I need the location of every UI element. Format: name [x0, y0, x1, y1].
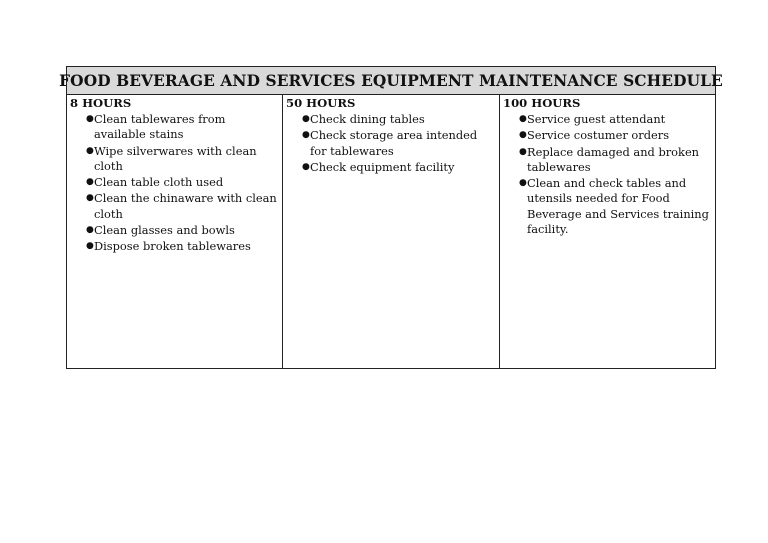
bullet-icon: ●	[86, 145, 94, 156]
task-text: Service costumer orders	[527, 128, 670, 143]
task-text: Clean tablewares from available stains	[94, 112, 226, 142]
task-item	[503, 176, 712, 237]
task-item	[503, 112, 712, 127]
column-heading: 100 HOURS	[503, 96, 581, 110]
task-text: Clean the chinaware with clean cloth	[94, 191, 277, 221]
schedule-title: FOOD BEVERAGE AND SERVICES EQUIPMENT MAINTENANCE SCHEDULE	[67, 67, 715, 95]
task-text: Clean and check tables and utensils needed for Food Beverage and Services training facility.	[527, 176, 709, 237]
task-item	[70, 223, 279, 238]
task-list	[503, 112, 712, 237]
task-item	[70, 175, 279, 190]
column-8-hours	[67, 95, 283, 368]
task-item	[286, 112, 496, 127]
task-item	[503, 145, 712, 176]
bullet-icon: ●	[302, 130, 310, 141]
task-item	[286, 160, 496, 175]
task-list	[70, 112, 279, 255]
bullet-icon: ●	[302, 161, 310, 172]
task-item	[70, 112, 279, 143]
task-text: Clean glasses and bowls	[94, 223, 235, 238]
bullet-icon: ●	[86, 193, 94, 204]
bullet-icon: ●	[519, 146, 527, 157]
task-list	[286, 112, 496, 175]
bullet-icon: ●	[86, 225, 94, 236]
task-text: Wipe silverwares with clean cloth	[94, 143, 257, 173]
task-item	[70, 239, 279, 254]
column-50-hours	[283, 95, 500, 368]
bullet-icon: ●	[519, 114, 527, 124]
bullet-icon: ●	[519, 178, 527, 189]
bullet-icon: ●	[302, 114, 310, 124]
task-text: Check storage area intended for tablewares	[310, 128, 478, 158]
bullet-icon: ●	[86, 177, 94, 188]
task-text: Service guest attendant	[527, 112, 666, 126]
task-text: Clean table cloth used	[94, 175, 224, 190]
bullet-icon: ●	[519, 130, 527, 141]
schedule-columns	[67, 95, 715, 368]
task-item	[503, 128, 712, 143]
task-item	[70, 144, 279, 175]
task-text: Dispose broken tablewares	[94, 239, 251, 254]
task-text: Replace damaged and broken tablewares	[527, 144, 700, 174]
column-heading: 8 HOURS	[70, 96, 132, 110]
bullet-icon: ●	[86, 241, 94, 252]
column-heading: 50 HOURS	[286, 96, 356, 110]
maintenance-schedule-table	[59, 66, 723, 369]
task-item	[70, 191, 279, 222]
task-text: Check dining tables	[310, 112, 425, 126]
task-text: Check equipment facility	[310, 159, 455, 174]
bullet-icon: ●	[86, 114, 94, 124]
column-100-hours	[500, 95, 715, 368]
task-item	[286, 128, 496, 159]
